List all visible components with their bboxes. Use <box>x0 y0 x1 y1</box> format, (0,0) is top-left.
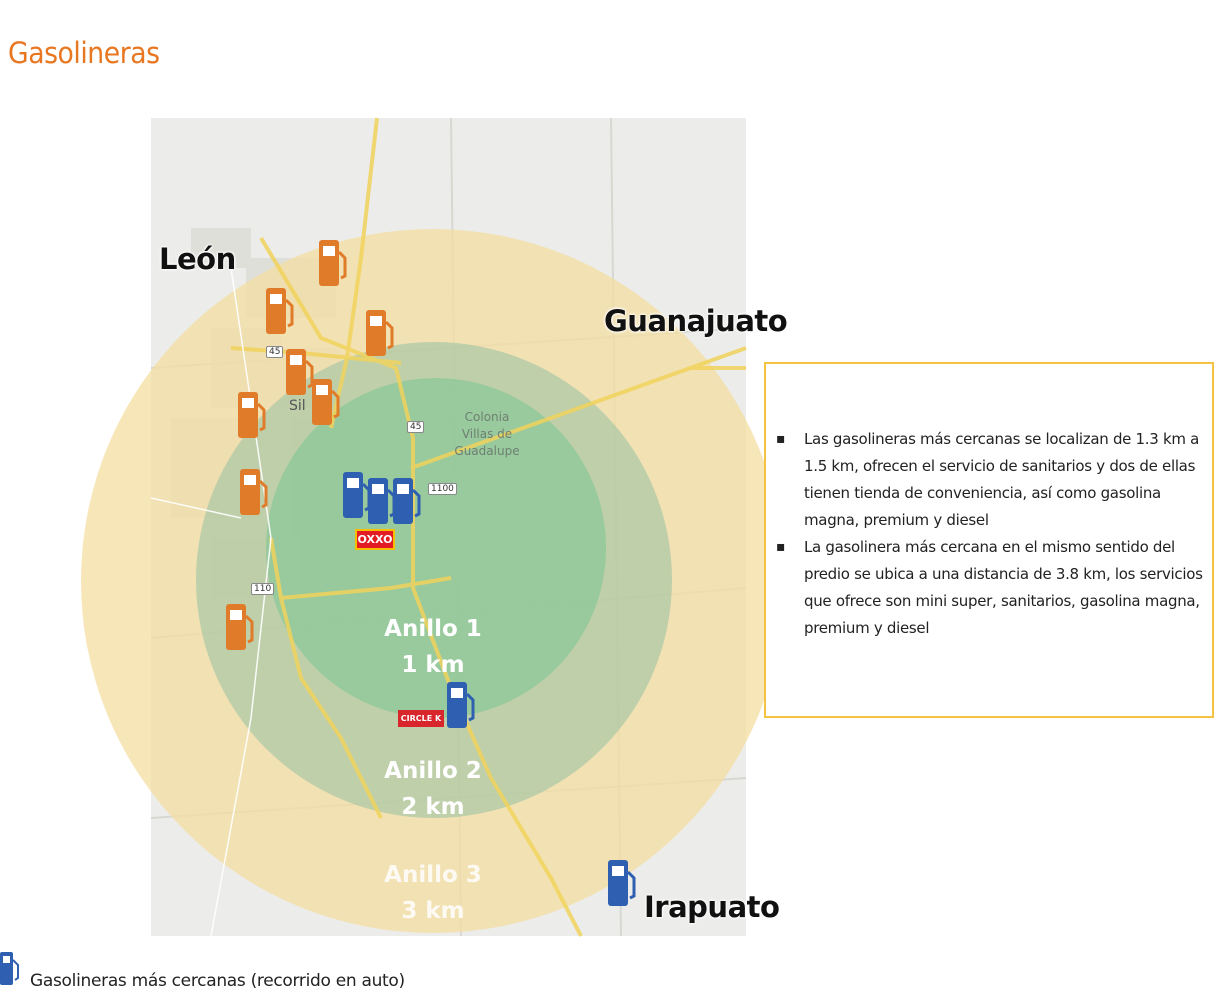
legend-label: Gasolineras más cercanas (recorrido en auto) <box>30 971 405 991</box>
bullet-icon: ▪ <box>776 539 786 555</box>
road-shield-1100: 1100 <box>428 483 457 495</box>
info-box <box>764 362 1214 718</box>
gas-pump-icon <box>0 950 20 988</box>
ring-label-3: Anillo 3 3 km <box>384 862 482 924</box>
info-bullet-item <box>776 426 1206 534</box>
city-label-guanajuato: Guanajuato <box>604 304 788 338</box>
ring-label-2: Anillo 2 2 km <box>384 758 482 820</box>
city-label-leon: León <box>159 242 236 276</box>
road-shield-45-west: 45 <box>266 346 283 358</box>
gas-pump-icon[interactable] <box>264 286 294 338</box>
gas-pump-icon[interactable] <box>236 390 266 442</box>
road-shield-45-center: 45 <box>407 421 424 433</box>
city-label-irapuato: Irapuato <box>644 890 780 924</box>
gas-pump-icon[interactable] <box>391 476 421 528</box>
neighborhood-label: Colonia Villas de Guadalupe <box>454 410 520 458</box>
bullet-icon: ▪ <box>776 431 786 447</box>
ring-label-1: Anillo 1 1 km <box>384 616 482 678</box>
map-panel[interactable] <box>151 118 788 936</box>
gas-pump-icon[interactable] <box>606 858 636 910</box>
town-label: Sil <box>289 398 306 414</box>
gas-pump-icon[interactable] <box>445 680 475 732</box>
road-shield-110: 110 <box>251 583 274 595</box>
gas-pump-icon[interactable] <box>238 467 268 519</box>
info-bullet-text: Las gasolineras más cercanas se localizan de 1.3 km a 1.5 km, ofrecen el servicio de sanitarios y dos de ellas tienen tienda de conveniencia, así como gasolina magna, premium y diesel <box>804 430 1200 529</box>
gas-pump-icon[interactable] <box>317 238 347 290</box>
gas-pump-icon[interactable] <box>310 377 340 429</box>
gas-pump-icon[interactable] <box>224 602 254 654</box>
legend <box>0 950 600 990</box>
gas-pump-icon[interactable] <box>364 308 394 360</box>
info-bullet-item <box>776 534 1206 642</box>
oxxo-logo: OXXO <box>355 529 395 550</box>
info-bullet-list <box>776 426 1206 642</box>
info-bullet-text: La gasolinera más cercana en el mismo sentido del predio se ubica a una distancia de 3.8 km, los servicios que ofrece son mini super, sanitarios, gasolina magna, premium y diesel <box>804 538 1203 637</box>
circle-k-logo: CIRCLE K <box>398 710 444 727</box>
page-title: Gasolineras <box>8 36 160 70</box>
